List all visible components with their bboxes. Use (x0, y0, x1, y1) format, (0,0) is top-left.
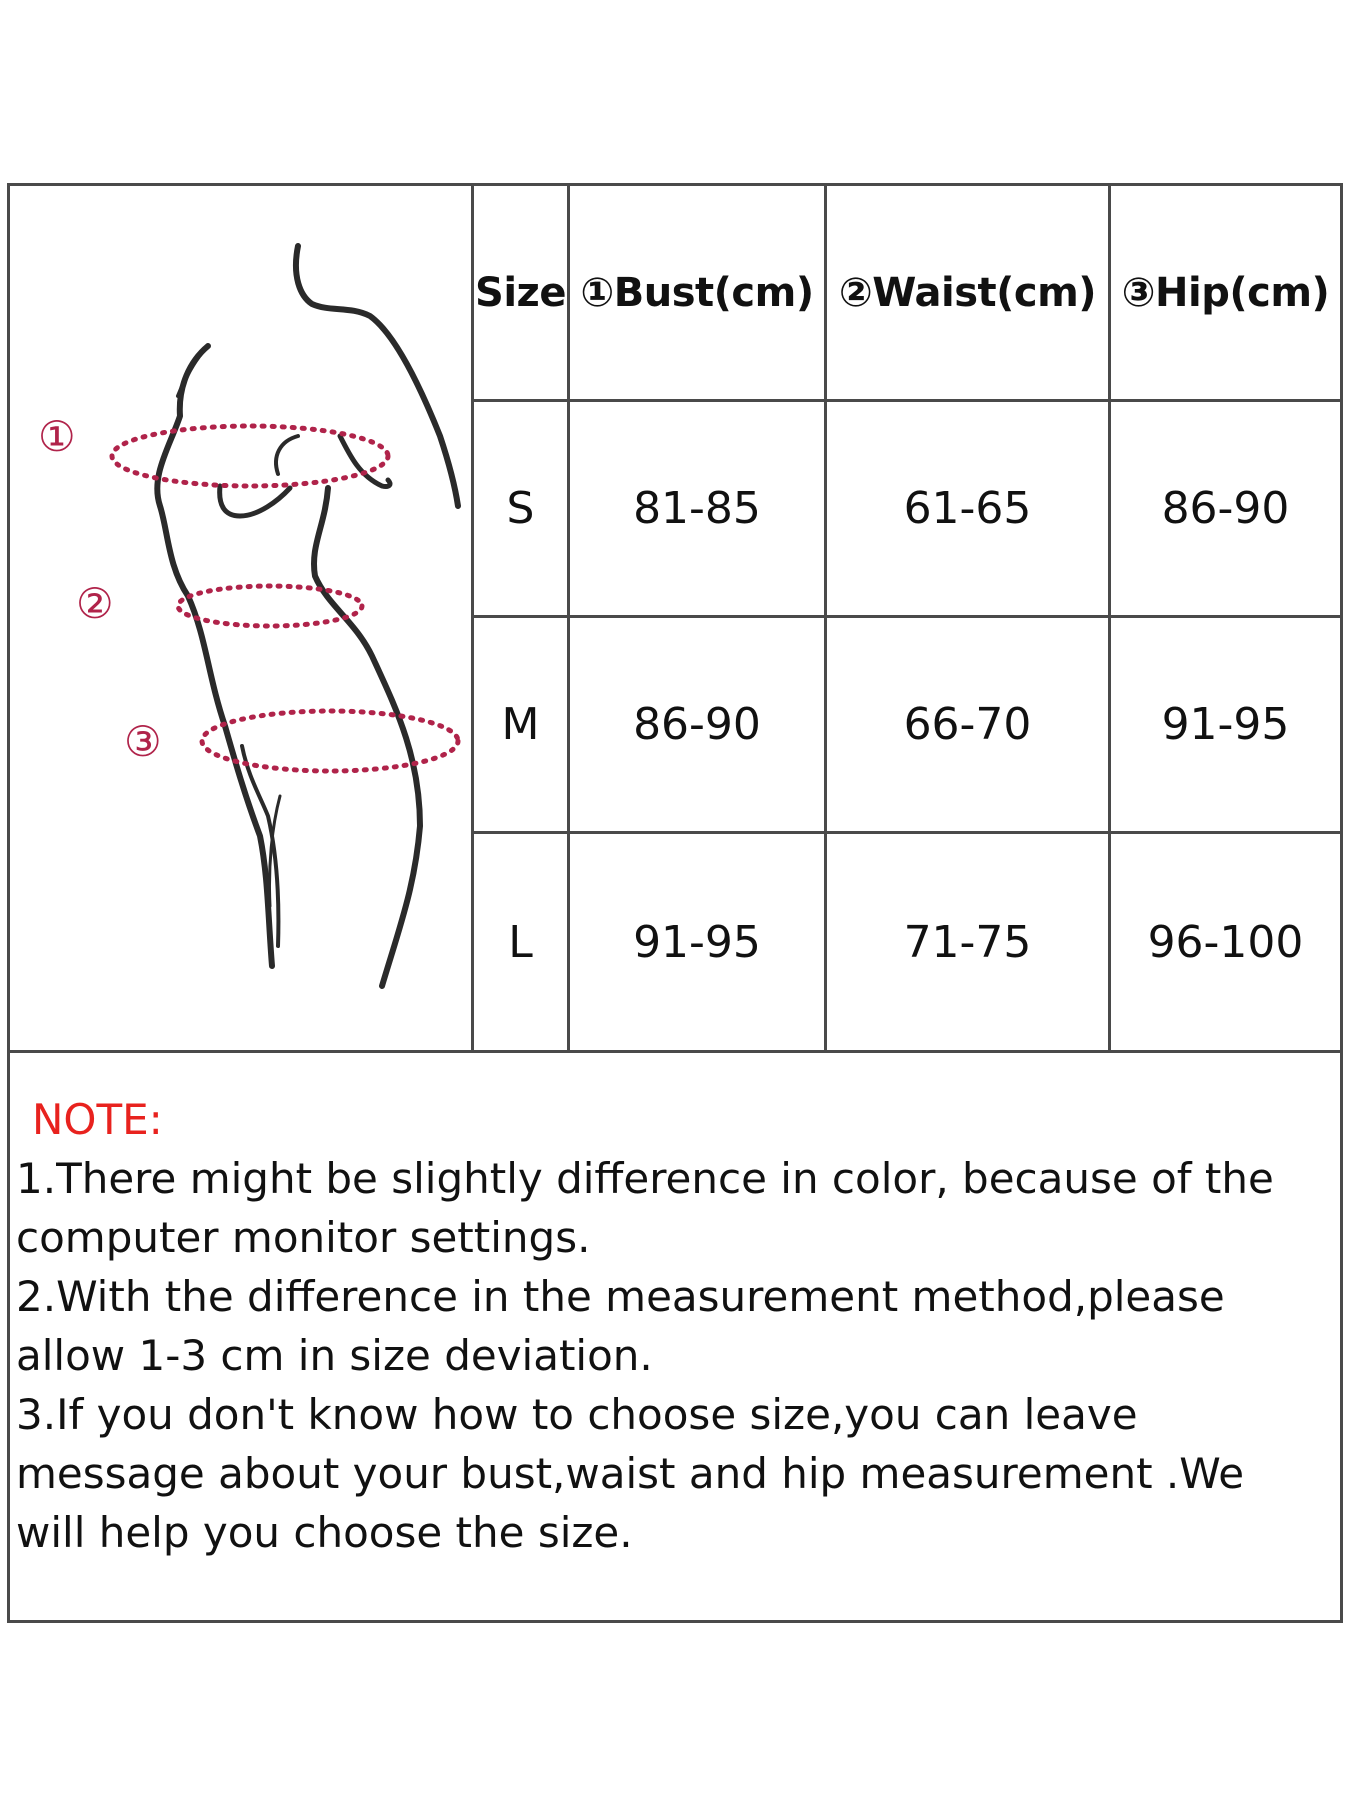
size-m: M (474, 618, 570, 834)
outline-head (296, 246, 458, 506)
outline-breast (220, 486, 290, 516)
body-outline-illustration (10, 186, 471, 1050)
hip-marker-label: ③ (124, 717, 162, 766)
bust-measure-line (112, 426, 388, 486)
size-s-hip: 86-90 (1111, 402, 1340, 618)
header-waist: ②Waist(cm) (827, 186, 1111, 402)
note-line: 2.With the difference in the measurement method,please (16, 1272, 1225, 1321)
body-measurement-figure (10, 186, 474, 1050)
size-l: L (474, 834, 570, 1050)
hip-measure-line (202, 711, 458, 771)
size-m-bust: 86-90 (570, 618, 827, 834)
outline-torso-left (157, 346, 272, 966)
size-m-hip: 91-95 (1111, 618, 1340, 834)
waist-marker-label: ② (76, 579, 114, 628)
note-title: NOTE: (32, 1095, 163, 1144)
size-s: S (474, 402, 570, 618)
note-line: computer monitor settings. (16, 1213, 591, 1262)
size-s-bust: 81-85 (570, 402, 827, 618)
note-line: message about your bust,waist and hip measurement .We (16, 1449, 1245, 1498)
outline-waist-right (314, 488, 420, 986)
note-line: 1.There might be slightly difference in color, because of the (16, 1154, 1274, 1203)
notes-section (10, 1053, 1340, 1620)
note-line: will help you choose the size. (16, 1508, 633, 1557)
header-size: Size (474, 186, 570, 402)
outline-arm-inner (276, 436, 298, 474)
bust-marker-label: ① (38, 412, 76, 461)
size-m-waist: 66-70 (827, 618, 1111, 834)
size-chart (7, 183, 1343, 1623)
size-l-hip: 96-100 (1147, 916, 1304, 968)
header-hip: ③Hip(cm) (1111, 186, 1340, 402)
size-l-bust: 91-95 (570, 834, 827, 1050)
note-line: 3.If you don't know how to choose size,you can leave (16, 1390, 1138, 1439)
size-s-waist: 61-65 (827, 402, 1111, 618)
header-bust: ①Bust(cm) (570, 186, 827, 402)
note-line: allow 1-3 cm in size deviation. (16, 1331, 653, 1380)
size-l-waist: 71-75 (827, 834, 1111, 1050)
chart-top-section (10, 186, 1340, 1053)
size-table (474, 186, 1340, 1050)
